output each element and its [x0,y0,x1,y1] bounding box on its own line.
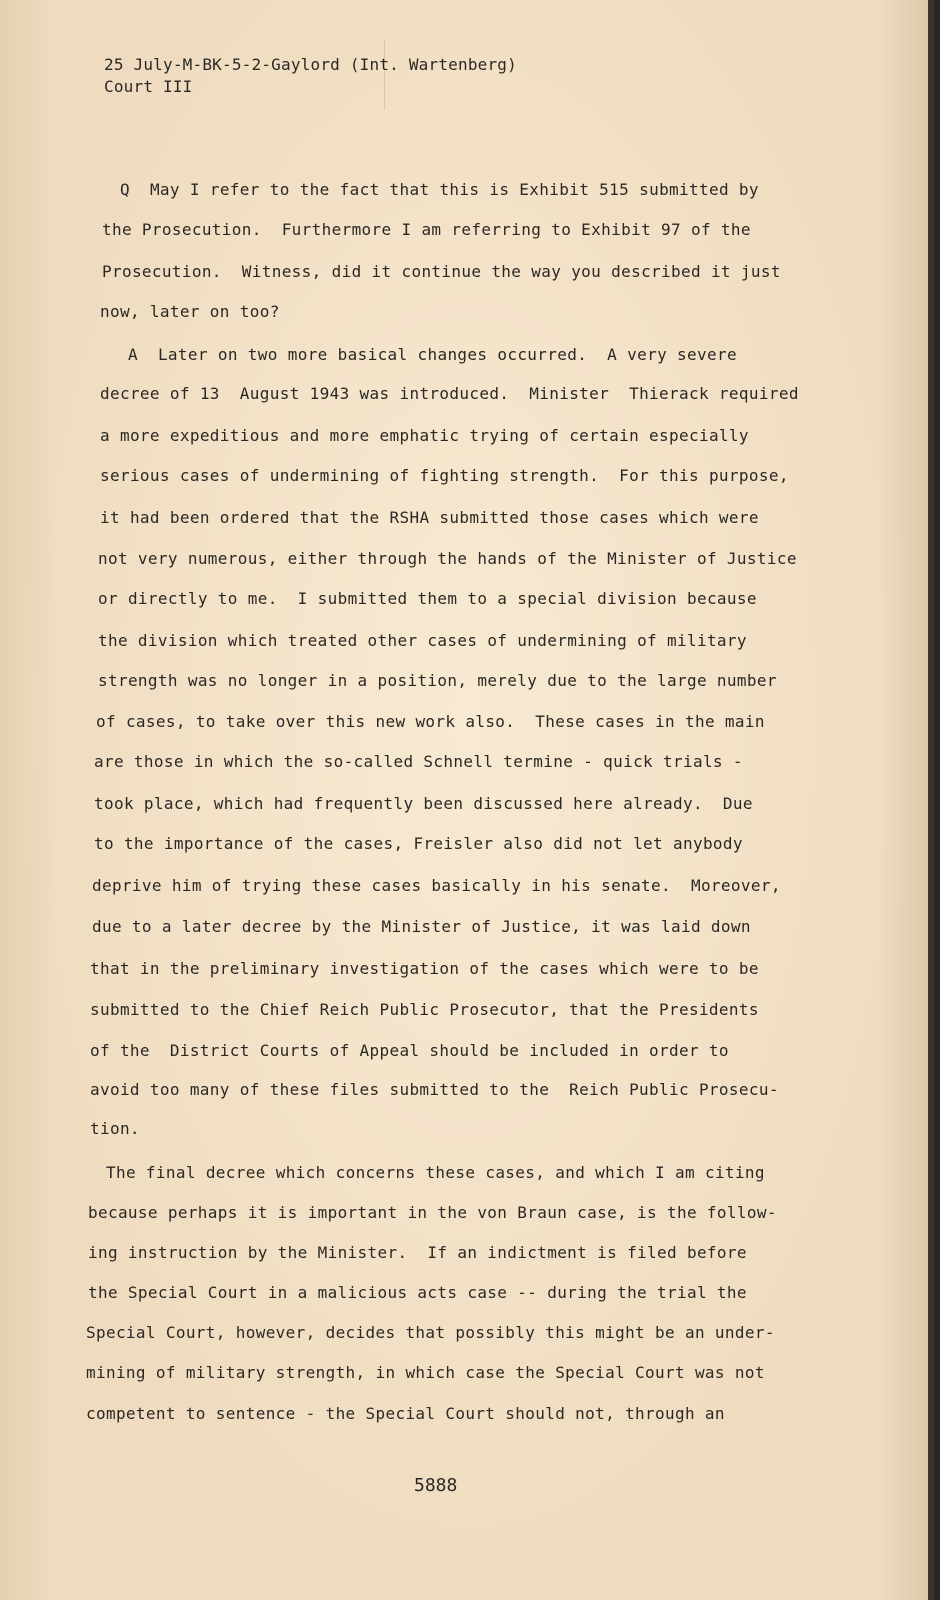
scan-edge [928,0,934,1600]
body-line: the Prosecution. Furthermore I am referring to Exhibit 97 of the [102,220,751,239]
body-line: not very numerous, either through the hands of the Minister of Justice [98,549,797,568]
body-line: because perhaps it is important in the von Braun case, is the follow- [88,1203,777,1222]
body-line: it had been ordered that the RSHA submitted those cases which were [100,508,759,527]
body-line: A Later on two more basical changes occurred. A very severe [128,345,737,364]
body-line: are those in which the so-called Schnell termine - quick trials - [94,752,743,771]
body-line: avoid too many of these files submitted to the Reich Public Prosecu- [90,1080,779,1099]
body-line: or directly to me. I submitted them to a special division because [98,589,757,608]
body-line: decree of 13 August 1943 was introduced. Minister Thierack required [100,384,799,403]
body-line: submitted to the Chief Reich Public Prosecutor, that the Presidents [90,1000,759,1019]
body-line: now, later on too? [100,302,280,321]
body-line: ing instruction by the Minister. If an indictment is filed before [88,1243,747,1262]
body-line: Prosecution. Witness, did it continue the way you described it just [102,262,781,281]
page-number: 5888 [414,1475,458,1496]
body-line: due to a later decree by the Minister of Justice, it was laid down [92,917,751,936]
body-line: of cases, to take over this new work also. These cases in the main [96,712,765,731]
header-line-1: 25 July-M-BK-5-2-Gaylord (Int. Wartenberg) [104,55,517,74]
document-header [104,54,517,98]
body-line: strength was no longer in a position, merely due to the large number [98,671,777,690]
body-line: a more expeditious and more emphatic trying of certain especially [100,426,749,445]
body-line: to the importance of the cases, Freisler also did not let anybody [94,834,743,853]
body-line: Special Court, however, decides that possibly this might be an under- [86,1323,775,1342]
body-line: took place, which had frequently been discussed here already. Due [94,794,753,813]
body-line: that in the preliminary investigation of the cases which were to be [90,959,759,978]
body-line: the division which treated other cases of undermining of military [98,631,747,650]
body-line: the Special Court in a malicious acts case -- during the trial the [88,1283,747,1302]
body-line: The final decree which concerns these cases, and which I am citing [106,1163,765,1182]
body-line: serious cases of undermining of fighting strength. For this purpose, [100,466,789,485]
body-line: mining of military strength, in which case the Special Court was not [86,1363,765,1382]
header-line-2: Court III [104,77,193,96]
body-line: competent to sentence - the Special Court should not, through an [86,1404,725,1423]
body-line: of the District Courts of Appeal should be included in order to [90,1041,729,1060]
body-line: tion. [90,1119,140,1138]
body-line: Q May I refer to the fact that this is Exhibit 515 submitted by [120,180,759,199]
body-line: deprive him of trying these cases basically in his senate. Moreover, [92,876,781,895]
